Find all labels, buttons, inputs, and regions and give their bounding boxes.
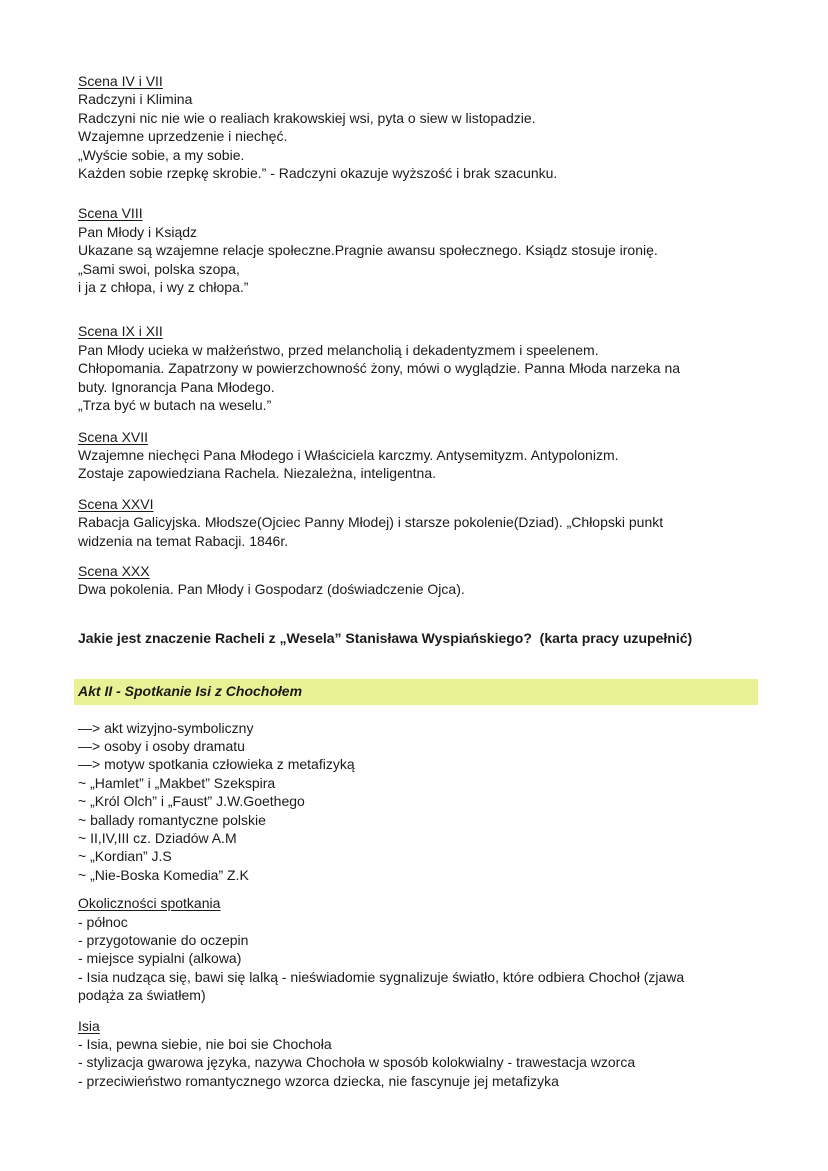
text-line: Ukazane są wzajemne relacje społeczne.Pragnie awansu społecznego. Ksiądz stosuje ironię.	[78, 242, 658, 259]
text-line: Radczyni i Klimina	[78, 91, 193, 108]
text-line: Wzajemne uprzedzenie i niechęć.	[78, 128, 288, 145]
scene-heading: Scena IV i VII	[78, 73, 163, 89]
text-line: Wzajemne niechęci Pana Młodego i Właściciela karczmy. Antysemityzm. Antypolonizm.	[78, 446, 619, 463]
list-item: ~ ballady romantyczne polskie	[78, 811, 266, 828]
list-item: - Isia, pewna siebie, nie boi sie Chochoła	[78, 1036, 332, 1053]
scene-heading: Scena XXX	[78, 562, 150, 579]
scene-heading: Scena IX i XII	[78, 323, 163, 340]
text-line: Dwa pokolenia. Pan Młody i Gospodarz (doświadczenie Ojca).	[78, 581, 465, 598]
list-item: - przeciwieństwo romantycznego wzorca dziecka, nie fascynuje jej metafizyka	[78, 1072, 559, 1089]
text-line: i ja z chłopa, i wy z chłopa.”	[78, 279, 249, 296]
list-item: - miejsce sypialni (alkowa)	[78, 950, 242, 967]
text-line: Pan Młody i Ksiądz	[78, 223, 198, 240]
list-item: ~ „Kordian” J.S	[78, 848, 172, 865]
motif-list	[78, 719, 758, 885]
subsection-heading: Isia	[78, 1017, 100, 1034]
text-line: widzenia na temat Rabacji. 1846r.	[78, 532, 289, 549]
subsection-heading: Okoliczności spotkania	[78, 895, 221, 912]
text-line: Radczyni nic nie wie o realiach krakowskiej wsi, pyta o siew w listopadzie.	[78, 109, 536, 126]
text-line: Rabacja Galicyjska. Młodsze(Ojciec Panny Młodej) i starsze pokolenie(Dziad). „Chłopski punkt	[78, 514, 664, 531]
act-ii-heading: Akt II - Spotkanie Isi z Chochołem	[74, 679, 758, 704]
scene-section-9-12	[78, 322, 758, 414]
list-item: podąża za światłem)	[78, 987, 206, 1004]
text-line: buty. Ignorancja Pana Młodego.	[78, 378, 275, 395]
homework-question: Jakie jest znaczenie Racheli z „Wesela” Stanisława Wyspiańskiego? (karta pracy uzupełnić)	[78, 629, 693, 646]
list-item: ~ „Hamlet” i „Makbet” Szekspira	[78, 774, 276, 791]
list-item: - stylizacja gwarowa języka, nazywa Chochoła w sposób kolokwialny - trawestacja wzorca	[78, 1054, 636, 1071]
list-item: ~ „Nie-Boska Komedia” Z.K	[78, 866, 249, 883]
text-line: Chłopomania. Zapatrzony w powierzchowność żony, mówi o wyglądzie. Panna Młoda narzeka na	[78, 360, 681, 377]
scene-heading: Scena XVII	[78, 428, 149, 445]
text-line: Zostaje zapowiedziana Rachela. Niezależna, inteligentna.	[78, 465, 436, 482]
list-item: - przygotowanie do oczepin	[78, 932, 249, 949]
isia-section	[78, 1017, 758, 1091]
scene-section-4-7	[78, 72, 758, 182]
scene-section-26	[78, 495, 758, 550]
list-item: - północ	[78, 913, 128, 930]
text-line: Każden sobie rzepkę skrobie.” - Radczyni okazuje wyższość i brak szacunku.	[78, 165, 558, 182]
scene-section-8	[78, 204, 758, 296]
text-line: „Sami swoi, polska szopa,	[78, 260, 240, 277]
scene-heading: Scena XXVI	[78, 495, 154, 512]
list-item: - Isia nudząca się, bawi się lalką - nieświadomie sygnalizuje światło, które odbiera Chochoł (zjawa	[78, 968, 685, 985]
list-item: —> akt wizyjno-symboliczny	[78, 719, 254, 736]
list-item: —> osoby i osoby dramatu	[78, 737, 245, 754]
text-line: Pan Młody ucieka w małżeństwo, przed melancholią i dekadentyzmem i speelenem.	[78, 341, 599, 358]
list-item: ~ II,IV,III cz. Dziadów A.M	[78, 830, 237, 846]
list-item: ~ „Król Olch” i „Faust” J.W.Goethego	[78, 793, 305, 810]
scene-heading: Scena VIII	[78, 205, 143, 222]
scene-section-17	[78, 428, 758, 483]
text-line: „Trza być w butach na weselu.”	[78, 397, 272, 414]
list-item: —> motyw spotkania człowieka z metafizyką	[78, 756, 355, 773]
scene-section-30	[78, 562, 758, 599]
text-line: „Wyście sobie, a my sobie.	[78, 146, 245, 163]
circumstances-section	[78, 894, 758, 1004]
